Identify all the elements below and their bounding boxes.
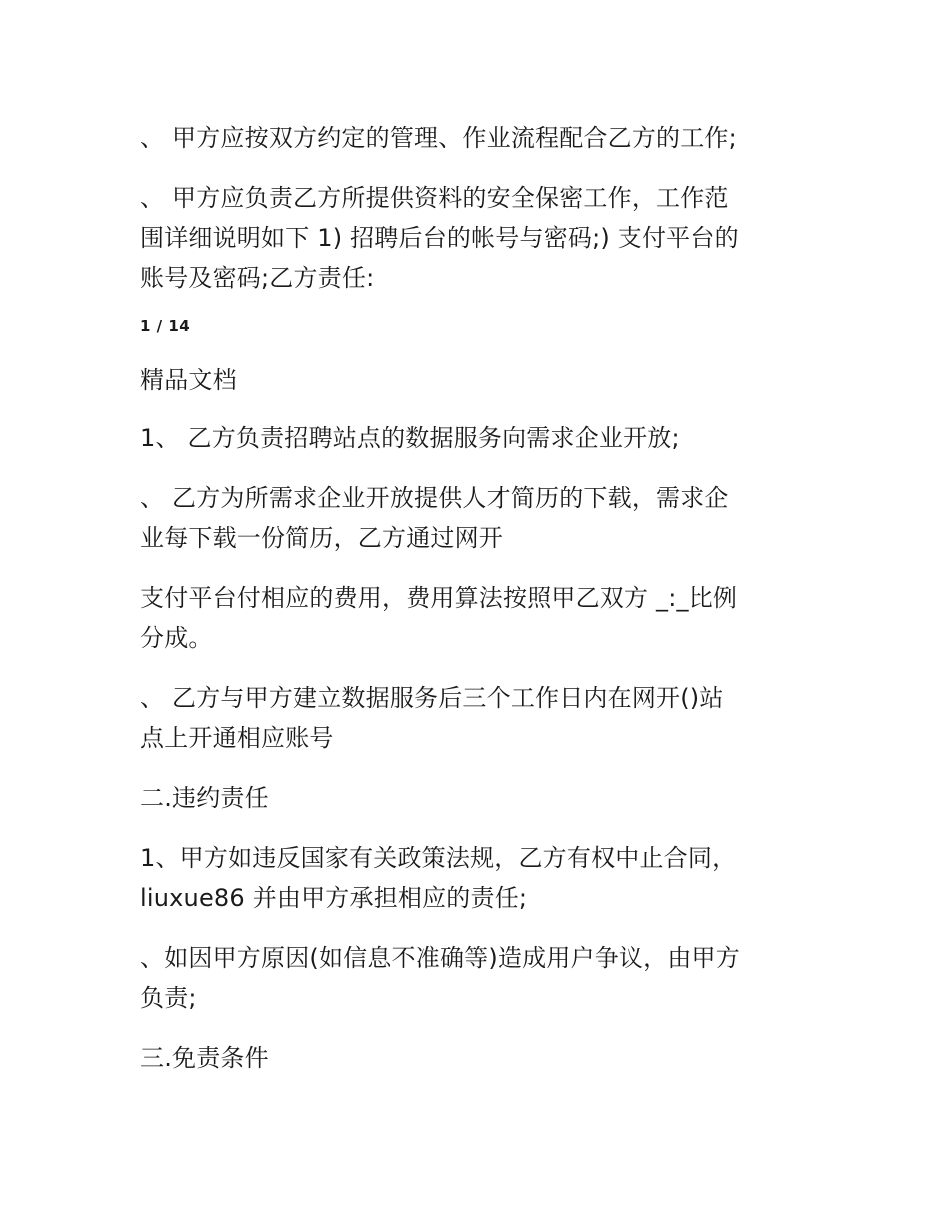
- section-label: 精品文档: [140, 366, 237, 394]
- page-number: 1 / 14: [140, 317, 191, 335]
- text-line: 、如因甲方原因(如信息不准确等)造成用户争议，由甲方: [140, 944, 740, 972]
- section-heading: 三.免责条件: [140, 1044, 269, 1072]
- text-line: 1、甲方如违反国家有关政策法规，乙方有权中止合同，: [140, 844, 737, 872]
- section-heading: 二.违约责任: [140, 784, 269, 812]
- text-line: 业每下载一份简历，乙方通过网开: [140, 524, 503, 552]
- text-line: 、 甲方应负责乙方所提供资料的安全保密工作，工作范: [140, 184, 729, 212]
- text-line: 支付平台付相应的费用，费用算法按照甲乙双方 _:_比例: [140, 584, 738, 612]
- text-line: 围详细说明如下 1) 招聘后台的帐号与密码;) 支付平台的: [140, 224, 739, 252]
- text-line: 点上开通相应账号: [140, 724, 334, 752]
- text-line: 、 甲方应按双方约定的管理、作业流程配合乙方的工作;: [140, 124, 737, 152]
- text-line: 分成。: [140, 624, 213, 652]
- text-line: liuxue86 并由甲方承担相应的责任;: [140, 884, 528, 912]
- text-line: 负责;: [140, 984, 197, 1012]
- text-line: 1、 乙方负责招聘站点的数据服务向需求企业开放;: [140, 424, 680, 452]
- text-line: 账号及密码;乙方责任:: [140, 264, 375, 292]
- text-line: 、 乙方为所需求企业开放提供人才简历的下载，需求企: [140, 484, 729, 512]
- text-line: 、 乙方与甲方建立数据服务后三个工作日内在网开()站: [140, 684, 724, 712]
